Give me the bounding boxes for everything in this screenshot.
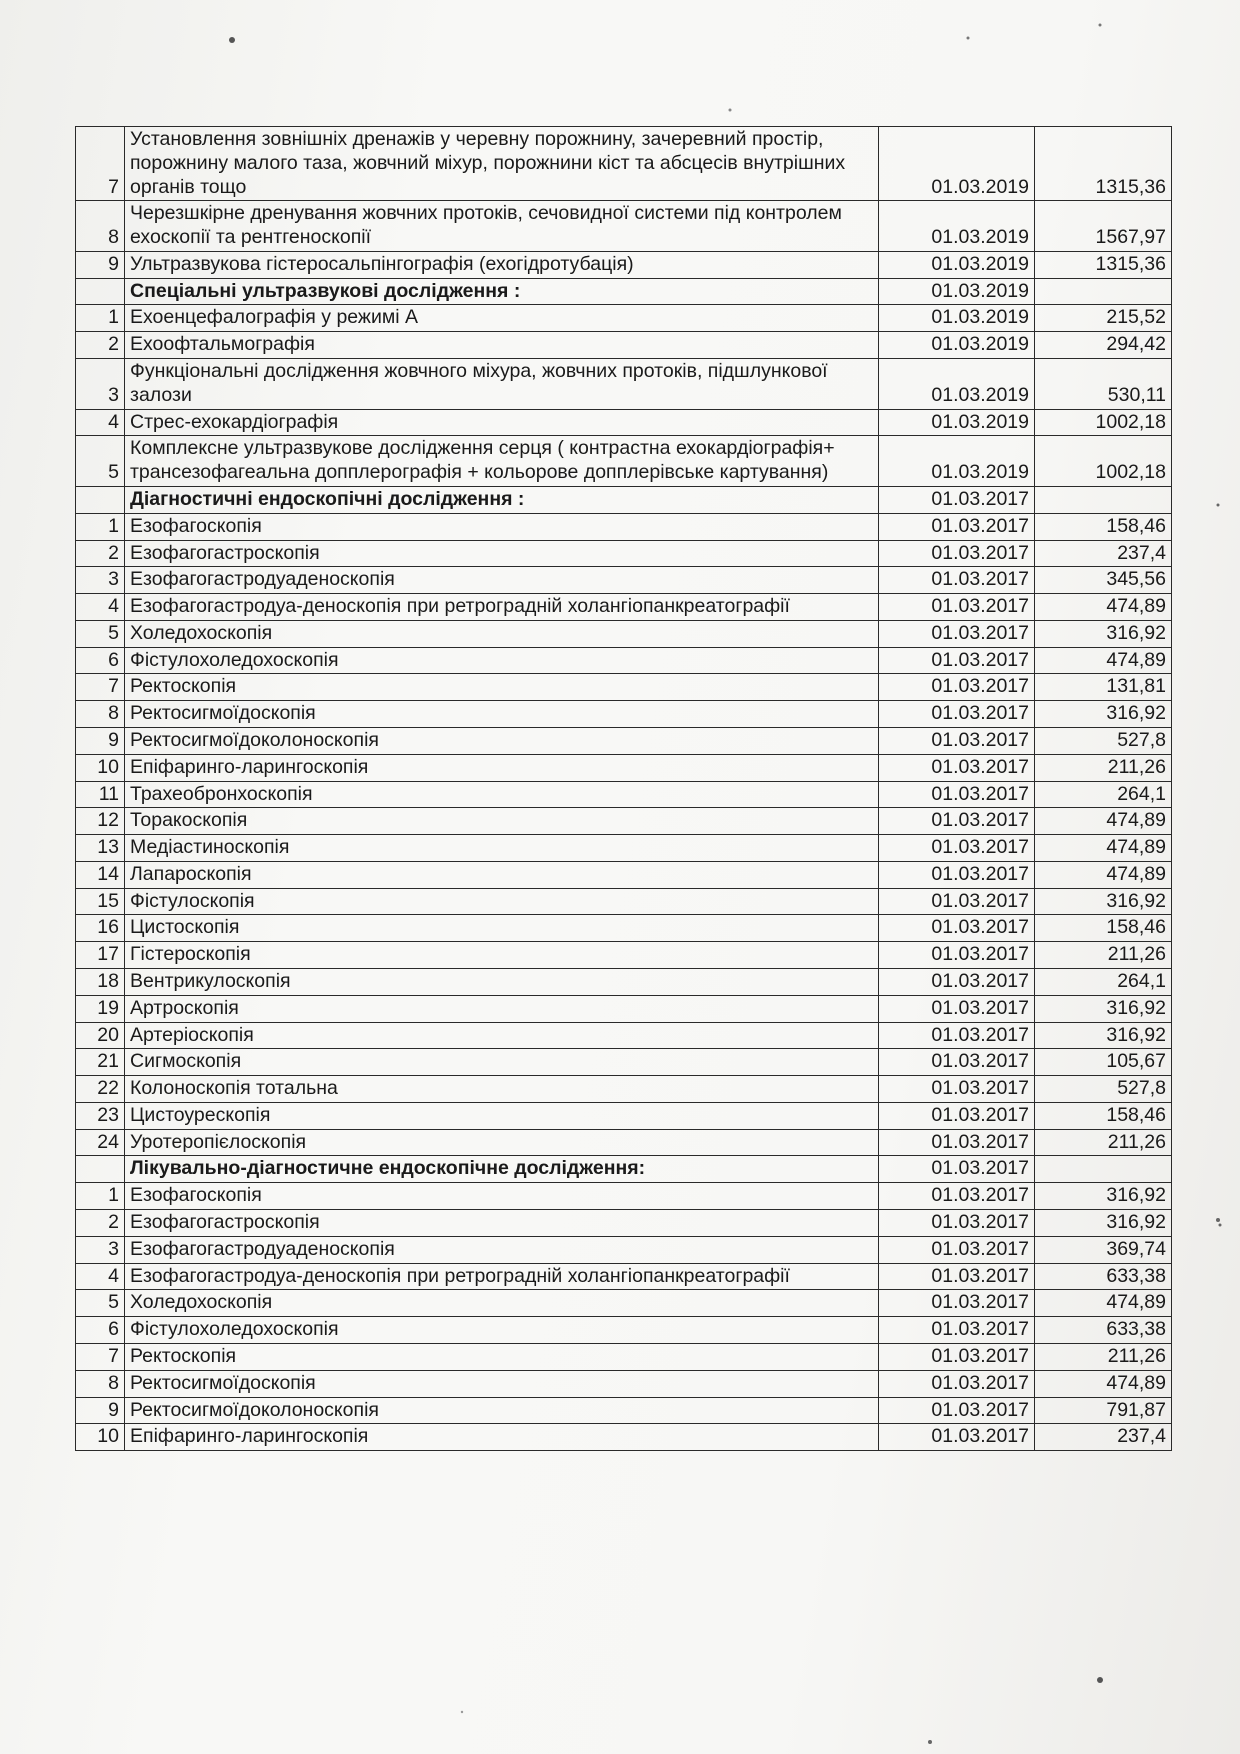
effective-date: 01.03.2017 (879, 647, 1035, 674)
row-number: 4 (76, 409, 125, 436)
service-name: Фістулохоледохоскопія (125, 647, 879, 674)
service-price: 237,4 (1035, 540, 1172, 567)
service-price: 158,46 (1035, 513, 1172, 540)
effective-date: 01.03.2017 (879, 1370, 1035, 1397)
service-name: Епіфаринго-ларингоскопія (125, 1424, 879, 1451)
service-name: Комплексне ультразвукове дослідження серця ( контрастна ехокардіографія+ трансезофагеальна допплерографія + кольорове допплерівське картування) (125, 436, 879, 487)
row-number: 8 (76, 1370, 125, 1397)
service-price: 264,1 (1035, 781, 1172, 808)
service-name: Езофагогастроскопія (125, 1210, 879, 1237)
effective-date: 01.03.2017 (879, 674, 1035, 701)
service-price: 1002,18 (1035, 436, 1172, 487)
service-price: 316,92 (1035, 1022, 1172, 1049)
row-number: 3 (76, 359, 125, 410)
row-number: 16 (76, 915, 125, 942)
effective-date: 01.03.2017 (879, 567, 1035, 594)
row-number: 1 (76, 305, 125, 332)
effective-date: 01.03.2017 (879, 835, 1035, 862)
effective-date: 01.03.2019 (879, 201, 1035, 252)
effective-date: 01.03.2017 (879, 942, 1035, 969)
table-row (76, 888, 1172, 915)
row-number: 1 (76, 513, 125, 540)
table-row (76, 1236, 1172, 1263)
service-name: Холедохоскопія (125, 620, 879, 647)
service-price: 474,89 (1035, 808, 1172, 835)
service-price: 105,67 (1035, 1049, 1172, 1076)
table-row (76, 305, 1172, 332)
service-price: 211,26 (1035, 1343, 1172, 1370)
effective-date: 01.03.2017 (879, 1210, 1035, 1237)
service-name: Ректосигмоїдоскопія (125, 1370, 879, 1397)
effective-date: 01.03.2017 (879, 1343, 1035, 1370)
table-row (76, 808, 1172, 835)
service-name: Цистоурескопія (125, 1102, 879, 1129)
effective-date: 01.03.2017 (879, 861, 1035, 888)
row-number: 8 (76, 701, 125, 728)
effective-date: 01.03.2017 (879, 1424, 1035, 1451)
effective-date: 01.03.2017 (879, 1102, 1035, 1129)
row-number: 14 (76, 861, 125, 888)
table-row (76, 1397, 1172, 1424)
table-row (76, 1263, 1172, 1290)
row-number: 15 (76, 888, 125, 915)
row-number: 8 (76, 201, 125, 252)
row-number: 13 (76, 835, 125, 862)
row-number: 5 (76, 1290, 125, 1317)
service-price (1035, 486, 1172, 513)
effective-date: 01.03.2017 (879, 594, 1035, 621)
service-price: 211,26 (1035, 1129, 1172, 1156)
row-number (76, 278, 125, 305)
effective-date: 01.03.2017 (879, 1397, 1035, 1424)
effective-date: 01.03.2019 (879, 127, 1035, 201)
table-row (76, 1370, 1172, 1397)
service-price: 158,46 (1035, 1102, 1172, 1129)
service-name: Спеціальні ультразвукові дослідження : (125, 278, 879, 305)
table-row (76, 1317, 1172, 1344)
effective-date: 01.03.2017 (879, 808, 1035, 835)
effective-date: 01.03.2017 (879, 486, 1035, 513)
service-price: 1315,36 (1035, 251, 1172, 278)
service-name: Діагностичні ендоскопічні дослідження : (125, 486, 879, 513)
table-row (76, 701, 1172, 728)
service-price: 131,81 (1035, 674, 1172, 701)
service-price: 316,92 (1035, 620, 1172, 647)
service-name: Ректосигмоїдоскопія (125, 701, 879, 728)
service-name: Езофагогастроскопія (125, 540, 879, 567)
service-name: Функціональні дослідження жовчного міхура, жовчних протоків, підшлункової залози (125, 359, 879, 410)
effective-date: 01.03.2019 (879, 278, 1035, 305)
effective-date: 01.03.2019 (879, 436, 1035, 487)
table-row (76, 727, 1172, 754)
effective-date: 01.03.2017 (879, 1129, 1035, 1156)
row-number: 7 (76, 1343, 125, 1370)
table-row (76, 251, 1172, 278)
row-number: 12 (76, 808, 125, 835)
service-price: 527,8 (1035, 727, 1172, 754)
row-number: 10 (76, 1424, 125, 1451)
table-row (76, 754, 1172, 781)
row-number: 9 (76, 727, 125, 754)
table-row (76, 1102, 1172, 1129)
effective-date: 01.03.2019 (879, 332, 1035, 359)
effective-date: 01.03.2019 (879, 359, 1035, 410)
effective-date: 01.03.2017 (879, 995, 1035, 1022)
service-price: 530,11 (1035, 359, 1172, 410)
effective-date: 01.03.2017 (879, 1263, 1035, 1290)
service-price: 1567,97 (1035, 201, 1172, 252)
service-name: Ехоофтальмографія (125, 332, 879, 359)
service-name: Уротеропієлоскопія (125, 1129, 879, 1156)
effective-date: 01.03.2019 (879, 251, 1035, 278)
service-name: Ректосигмоїдоколоноскопія (125, 1397, 879, 1424)
row-number (76, 1156, 125, 1183)
service-price: 474,89 (1035, 594, 1172, 621)
table-row (76, 540, 1172, 567)
row-number: 6 (76, 647, 125, 674)
service-price: 474,89 (1035, 835, 1172, 862)
service-price: 316,92 (1035, 1183, 1172, 1210)
service-name: Трахеобронхоскопія (125, 781, 879, 808)
service-price: 474,89 (1035, 647, 1172, 674)
row-number (76, 486, 125, 513)
section-row (76, 486, 1172, 513)
effective-date: 01.03.2017 (879, 1022, 1035, 1049)
row-number: 5 (76, 620, 125, 647)
effective-date: 01.03.2017 (879, 620, 1035, 647)
service-name: Артроскопія (125, 995, 879, 1022)
table-row (76, 1129, 1172, 1156)
row-number: 4 (76, 594, 125, 621)
service-name: Езофагогастродуа-деноскопія при ретроградній холангіопанкреатографії (125, 1263, 879, 1290)
effective-date: 01.03.2017 (879, 1183, 1035, 1210)
section-row (76, 278, 1172, 305)
table-row (76, 332, 1172, 359)
service-name: Езофагогастродуа-деноскопія при ретроградній холангіопанкреатографії (125, 594, 879, 621)
service-name: Фістулохоледохоскопія (125, 1317, 879, 1344)
service-price: 474,89 (1035, 1290, 1172, 1317)
service-name: Торакоскопія (125, 808, 879, 835)
service-name: Езофагогастродуаденоскопія (125, 1236, 879, 1263)
service-name: Колоноскопія тотальна (125, 1076, 879, 1103)
service-price: 264,1 (1035, 969, 1172, 996)
service-name: Гістероскопія (125, 942, 879, 969)
row-number: 3 (76, 567, 125, 594)
row-number: 7 (76, 674, 125, 701)
table-row (76, 969, 1172, 996)
row-number: 1 (76, 1183, 125, 1210)
service-price: 294,42 (1035, 332, 1172, 359)
table-row (76, 1022, 1172, 1049)
service-name: Лікувально-діагностичне ендоскопічне дослідження: (125, 1156, 879, 1183)
row-number: 21 (76, 1049, 125, 1076)
row-number: 2 (76, 1210, 125, 1237)
table-row (76, 647, 1172, 674)
service-price: 345,56 (1035, 567, 1172, 594)
row-number: 24 (76, 1129, 125, 1156)
row-number: 5 (76, 436, 125, 487)
row-number: 23 (76, 1102, 125, 1129)
table-row (76, 835, 1172, 862)
table-row (76, 1290, 1172, 1317)
service-price: 474,89 (1035, 861, 1172, 888)
row-number: 20 (76, 1022, 125, 1049)
row-number: 3 (76, 1236, 125, 1263)
row-number: 6 (76, 1317, 125, 1344)
effective-date: 01.03.2017 (879, 701, 1035, 728)
service-price: 215,52 (1035, 305, 1172, 332)
table-row (76, 674, 1172, 701)
effective-date: 01.03.2017 (879, 969, 1035, 996)
service-price: 1002,18 (1035, 409, 1172, 436)
service-name: Фістулоскопія (125, 888, 879, 915)
table-row (76, 1210, 1172, 1237)
effective-date: 01.03.2017 (879, 1317, 1035, 1344)
row-number: 17 (76, 942, 125, 969)
effective-date: 01.03.2017 (879, 915, 1035, 942)
service-price: 527,8 (1035, 1076, 1172, 1103)
effective-date: 01.03.2017 (879, 781, 1035, 808)
service-name: Езофагоскопія (125, 513, 879, 540)
service-price (1035, 278, 1172, 305)
table-row (76, 127, 1172, 201)
row-number: 9 (76, 1397, 125, 1424)
service-price: 316,92 (1035, 1210, 1172, 1237)
effective-date: 01.03.2017 (879, 754, 1035, 781)
effective-date: 01.03.2017 (879, 1156, 1035, 1183)
service-price: 158,46 (1035, 915, 1172, 942)
effective-date: 01.03.2017 (879, 1076, 1035, 1103)
service-price: 633,38 (1035, 1317, 1172, 1344)
service-price: 211,26 (1035, 754, 1172, 781)
effective-date: 01.03.2017 (879, 513, 1035, 540)
effective-date: 01.03.2017 (879, 1236, 1035, 1263)
table-row (76, 995, 1172, 1022)
service-name: Епіфаринго-ларингоскопія (125, 754, 879, 781)
row-number: 19 (76, 995, 125, 1022)
service-name: Ехоенцефалографія у режимі А (125, 305, 879, 332)
effective-date: 01.03.2017 (879, 540, 1035, 567)
effective-date: 01.03.2019 (879, 409, 1035, 436)
table-row (76, 781, 1172, 808)
service-name: Езофагоскопія (125, 1183, 879, 1210)
row-number: 22 (76, 1076, 125, 1103)
service-price: 791,87 (1035, 1397, 1172, 1424)
service-price: 316,92 (1035, 701, 1172, 728)
price-table-body (76, 127, 1172, 1451)
table-row (76, 1183, 1172, 1210)
service-price: 211,26 (1035, 942, 1172, 969)
table-row (76, 915, 1172, 942)
row-number: 2 (76, 540, 125, 567)
service-price: 474,89 (1035, 1370, 1172, 1397)
row-number: 18 (76, 969, 125, 996)
table-row (76, 201, 1172, 252)
service-name: Вентрикулоскопія (125, 969, 879, 996)
service-price: 1315,36 (1035, 127, 1172, 201)
table-row (76, 861, 1172, 888)
table-row (76, 513, 1172, 540)
row-number: 7 (76, 127, 125, 201)
table-row (76, 1343, 1172, 1370)
service-price: 316,92 (1035, 888, 1172, 915)
effective-date: 01.03.2017 (879, 1049, 1035, 1076)
service-name: Артеріоскопія (125, 1022, 879, 1049)
table-row (76, 1424, 1172, 1451)
table-row (76, 1049, 1172, 1076)
table-row (76, 594, 1172, 621)
service-name: Медіастиноскопія (125, 835, 879, 862)
section-row (76, 1156, 1172, 1183)
effective-date: 01.03.2019 (879, 305, 1035, 332)
service-name: Установлення зовнішніх дренажів у черевну порожнину, зачеревний простір, порожнину малого таза, жовчний міхур, порожнини кіст та абсцесів внутрішних органів тощо (125, 127, 879, 201)
table-row (76, 942, 1172, 969)
effective-date: 01.03.2017 (879, 727, 1035, 754)
row-number: 2 (76, 332, 125, 359)
service-name: Ректосигмоїдоколоноскопія (125, 727, 879, 754)
service-name: Холедохоскопія (125, 1290, 879, 1317)
service-name: Ультразвукова гістеросальпінгографія (ехогідротубація) (125, 251, 879, 278)
table-row (76, 1076, 1172, 1103)
service-price: 316,92 (1035, 995, 1172, 1022)
effective-date: 01.03.2017 (879, 888, 1035, 915)
table-row (76, 359, 1172, 410)
price-table (75, 126, 1172, 1451)
service-name: Ректоскопія (125, 1343, 879, 1370)
service-name: Стрес-ехокардіографія (125, 409, 879, 436)
row-number: 4 (76, 1263, 125, 1290)
row-number: 10 (76, 754, 125, 781)
service-name: Ректоскопія (125, 674, 879, 701)
effective-date: 01.03.2017 (879, 1290, 1035, 1317)
table-row (76, 409, 1172, 436)
row-number: 11 (76, 781, 125, 808)
table-row (76, 620, 1172, 647)
service-price: 237,4 (1035, 1424, 1172, 1451)
service-name: Езофагогастродуаденоскопія (125, 567, 879, 594)
table-row (76, 436, 1172, 487)
row-number: 9 (76, 251, 125, 278)
service-price: 369,74 (1035, 1236, 1172, 1263)
service-name: Сигмоскопія (125, 1049, 879, 1076)
service-name: Черезшкірне дренування жовчних протоків, сечовидної системи під контролем ехоскопії та рентгеноскопії (125, 201, 879, 252)
service-price (1035, 1156, 1172, 1183)
service-name: Цистоскопія (125, 915, 879, 942)
table-row (76, 567, 1172, 594)
service-name: Лапароскопія (125, 861, 879, 888)
service-price: 633,38 (1035, 1263, 1172, 1290)
